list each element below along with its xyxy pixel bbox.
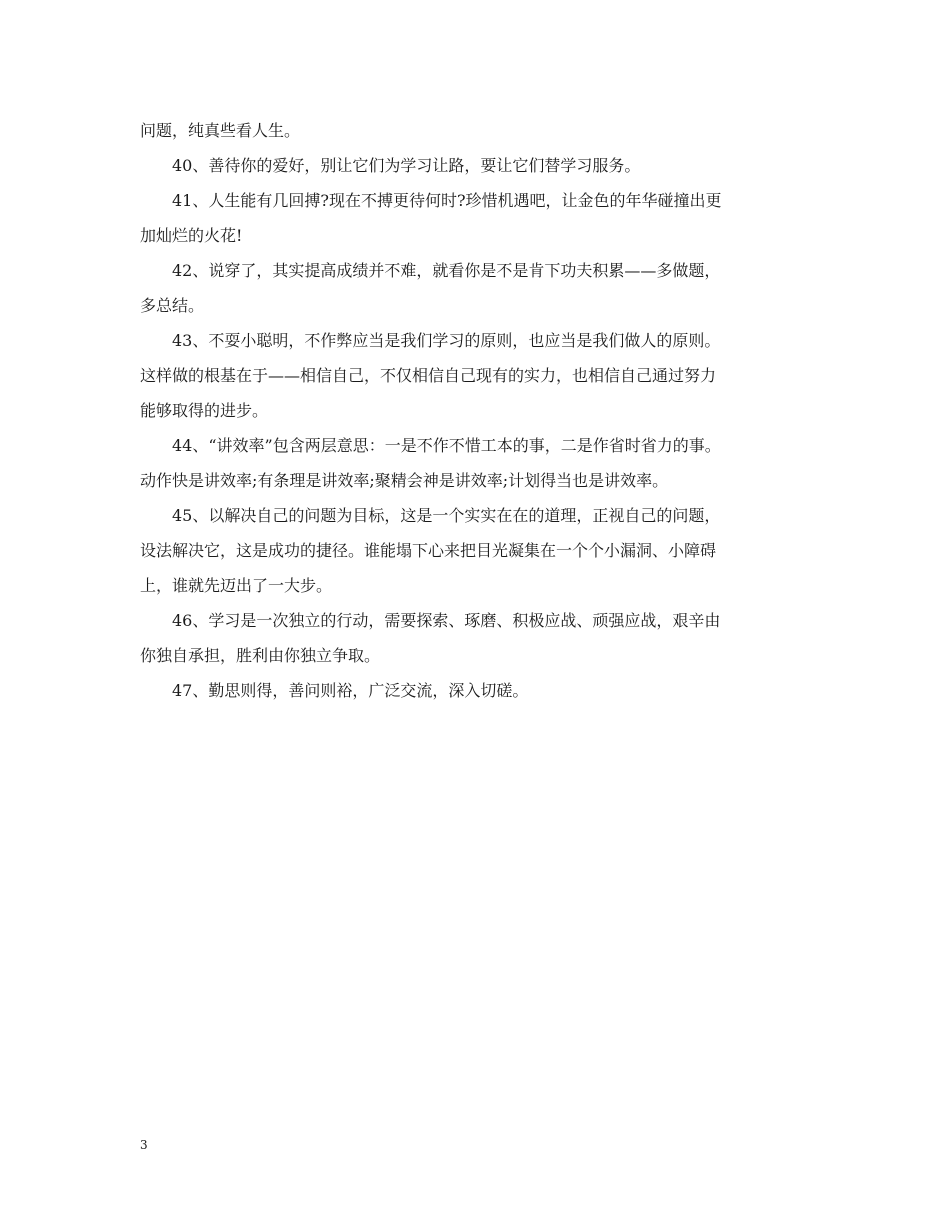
paragraph-45: 45、以解决自己的问题为目标，这是一个实实在在的道理，正视自己的问题， bbox=[172, 506, 721, 525]
text-line: 加灿烂的火花! bbox=[140, 226, 243, 245]
paragraph-40: 40、善待你的爱好，别让它们为学习让路，要让它们替学习服务。 bbox=[172, 156, 641, 175]
text-line: 这样做的根基在于——相信自己，不仅相信自己现有的实力，也相信自己通过努力 bbox=[140, 366, 717, 385]
text-line: 能够取得的进步。 bbox=[140, 401, 269, 420]
text-line: 问题，纯真些看人生。 bbox=[140, 121, 301, 140]
page-number: 3 bbox=[140, 1138, 148, 1152]
text-line: 你独自承担，胜利由你独立争取。 bbox=[140, 646, 381, 665]
text-line: 上，谁就先迈出了一大步。 bbox=[140, 576, 333, 595]
paragraph-42: 42、说穿了，其实提高成绩并不难，就看你是不是肯下功夫积累——多做题， bbox=[172, 261, 721, 280]
paragraph-47: 47、勤思则得，善问则裕，广泛交流，深入切磋。 bbox=[172, 681, 529, 700]
paragraph-41: 41、人生能有几回搏?现在不搏更待何时?珍惜机遇吧，让金色的年华碰撞出更 bbox=[172, 191, 722, 210]
document-body bbox=[140, 113, 840, 708]
paragraph-43: 43、不耍小聪明，不作弊应当是我们学习的原则，也应当是我们做人的原则。 bbox=[172, 331, 721, 350]
text-line: 设法解决它，这是成功的捷径。谁能塌下心来把目光凝集在一个个小漏洞、小障碍 bbox=[140, 541, 717, 560]
text-line: 动作快是讲效率;有条理是讲效率;聚精会神是讲效率;计划得当也是讲效率。 bbox=[140, 471, 669, 490]
text-line: 多总结。 bbox=[140, 296, 205, 315]
paragraph-46: 46、学习是一次独立的行动，需要探索、琢磨、积极应战、顽强应战，艰辛由 bbox=[172, 611, 721, 630]
paragraph-44: 44、“讲效率”包含两层意思：一是不作不惜工本的事，二是作省时省力的事。 bbox=[172, 436, 721, 455]
